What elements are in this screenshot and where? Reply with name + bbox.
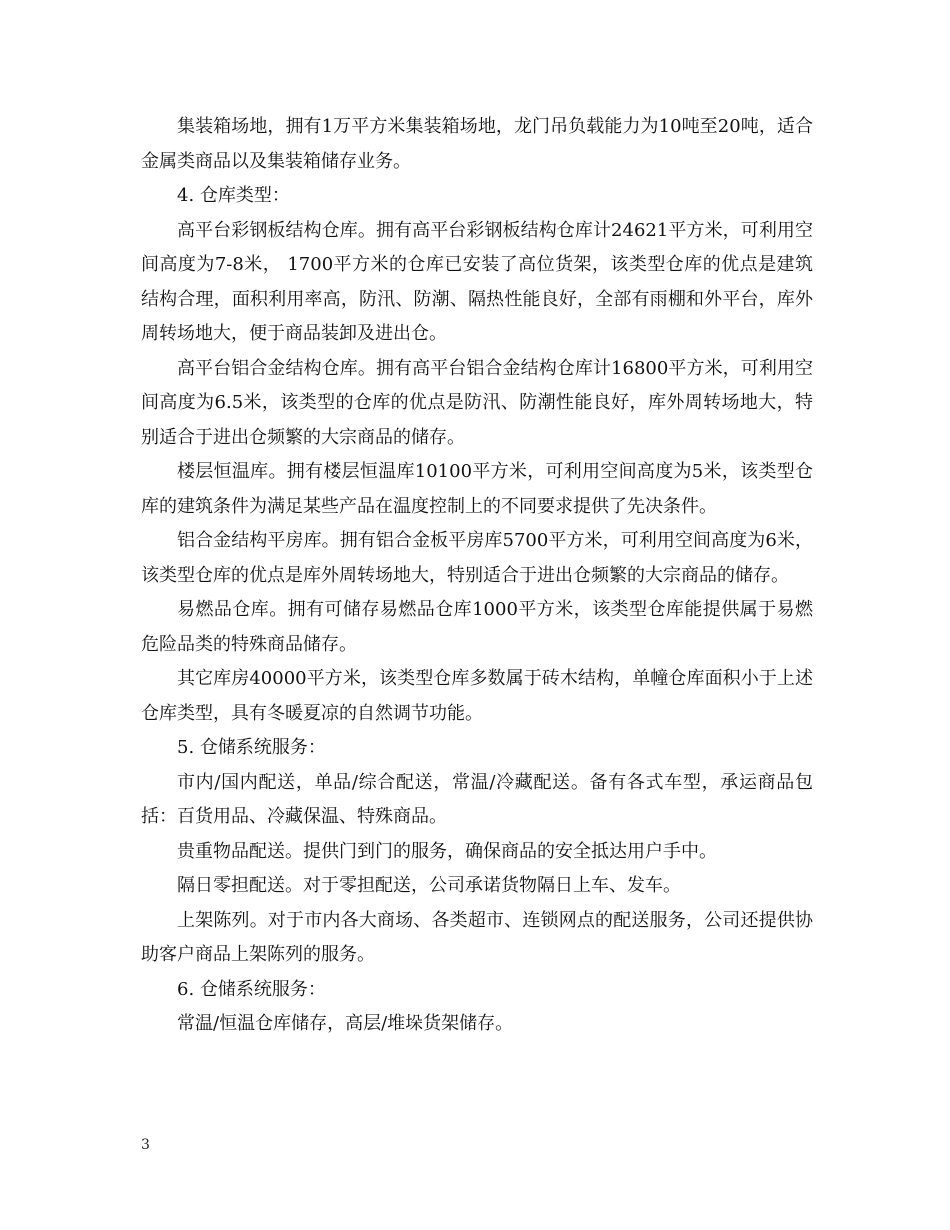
paragraph-single-storey-warehouse: 铝合金结构平房库。拥有铝合金板平房库5700平方米，可利用空间高度为6米，该类型仓库的优点是库外周转场地大，特别适合于进出仓频繁的大宗商品的储存。: [141, 530, 813, 586]
paragraph-color-steel-warehouse: 高平台彩钢板结构仓库。拥有高平台彩钢板结构仓库计24621平方米，可利用空间高度为7-8米， 1700平方米的仓库已安装了高位货架，该类型仓库的优点是建筑结构合理，面积利用率高，防汛、防潮、隔热性能良好，全部有雨棚和外平台，库外周转场地大，便于商品装卸及进出仓。: [141, 219, 813, 344]
paragraph-distribution: 市内/国内配送，单品/综合配送，常温/冷藏配送。备有各式车型，承运商品包括：百货用品、冷藏保温、特殊商品。: [141, 771, 813, 827]
heading-warehouse-types: 4. 仓库类型：: [177, 185, 290, 206]
paragraph-valuables-delivery: 贵重物品配送。提供门到门的服务，确保商品的安全抵达用户手中。: [177, 840, 717, 862]
document-body: [141, 110, 813, 1042]
paragraph-shelf-display: 上架陈列。对于市内各大商场、各类超市、连锁网点的配送服务，公司还提供协助客户商品上架陈列的服务。: [141, 909, 813, 965]
paragraph-flammables-warehouse: 易燃品仓库。拥有可储存易燃品仓库1000平方米，该类型仓库能提供属于易燃危险品类的特殊商品储存。: [141, 599, 813, 655]
paragraph-other-warehouses: 其它库房40000平方米，该类型仓库多数属于砖木结构，单幢仓库面积小于上述仓库类型，具有冬暖夏凉的自然调节功能。: [141, 668, 813, 724]
heading-storage-services-5: 5. 仓储系统服务：: [177, 737, 326, 758]
heading-storage-services-6: 6. 仓储系统服务：: [177, 978, 326, 1000]
paragraph-constant-temp-warehouse: 楼层恒温库。拥有楼层恒温库10100平方米，可利用空间高度为5米，该类型仓库的建筑条件为满足某些产品在温度控制上的不同要求提供了先决条件。: [141, 461, 813, 517]
paragraph-aluminum-warehouse: 高平台铝合金结构仓库。拥有高平台铝合金结构仓库计16800平方米，可利用空间高度为6.5米，该类型的仓库的优点是防汛、防潮性能良好，库外周转场地大，特别适合于进出仓频繁的大宗商品的储存。: [141, 357, 813, 448]
paragraph-next-day-delivery: 隔日零担配送。对于零担配送，公司承诺货物隔日上车、发车。: [177, 875, 681, 896]
page-number: 3: [141, 1137, 150, 1153]
paragraph-storage-modes: 常温/恒温仓库储存，高层/堆垛货架储存。: [177, 1013, 514, 1034]
paragraph-container-yard: 集装箱场地，拥有1万平方米集装箱场地，龙门吊负载能力为10吨至20吨，适合金属类商品以及集装箱储存业务。: [141, 116, 813, 172]
